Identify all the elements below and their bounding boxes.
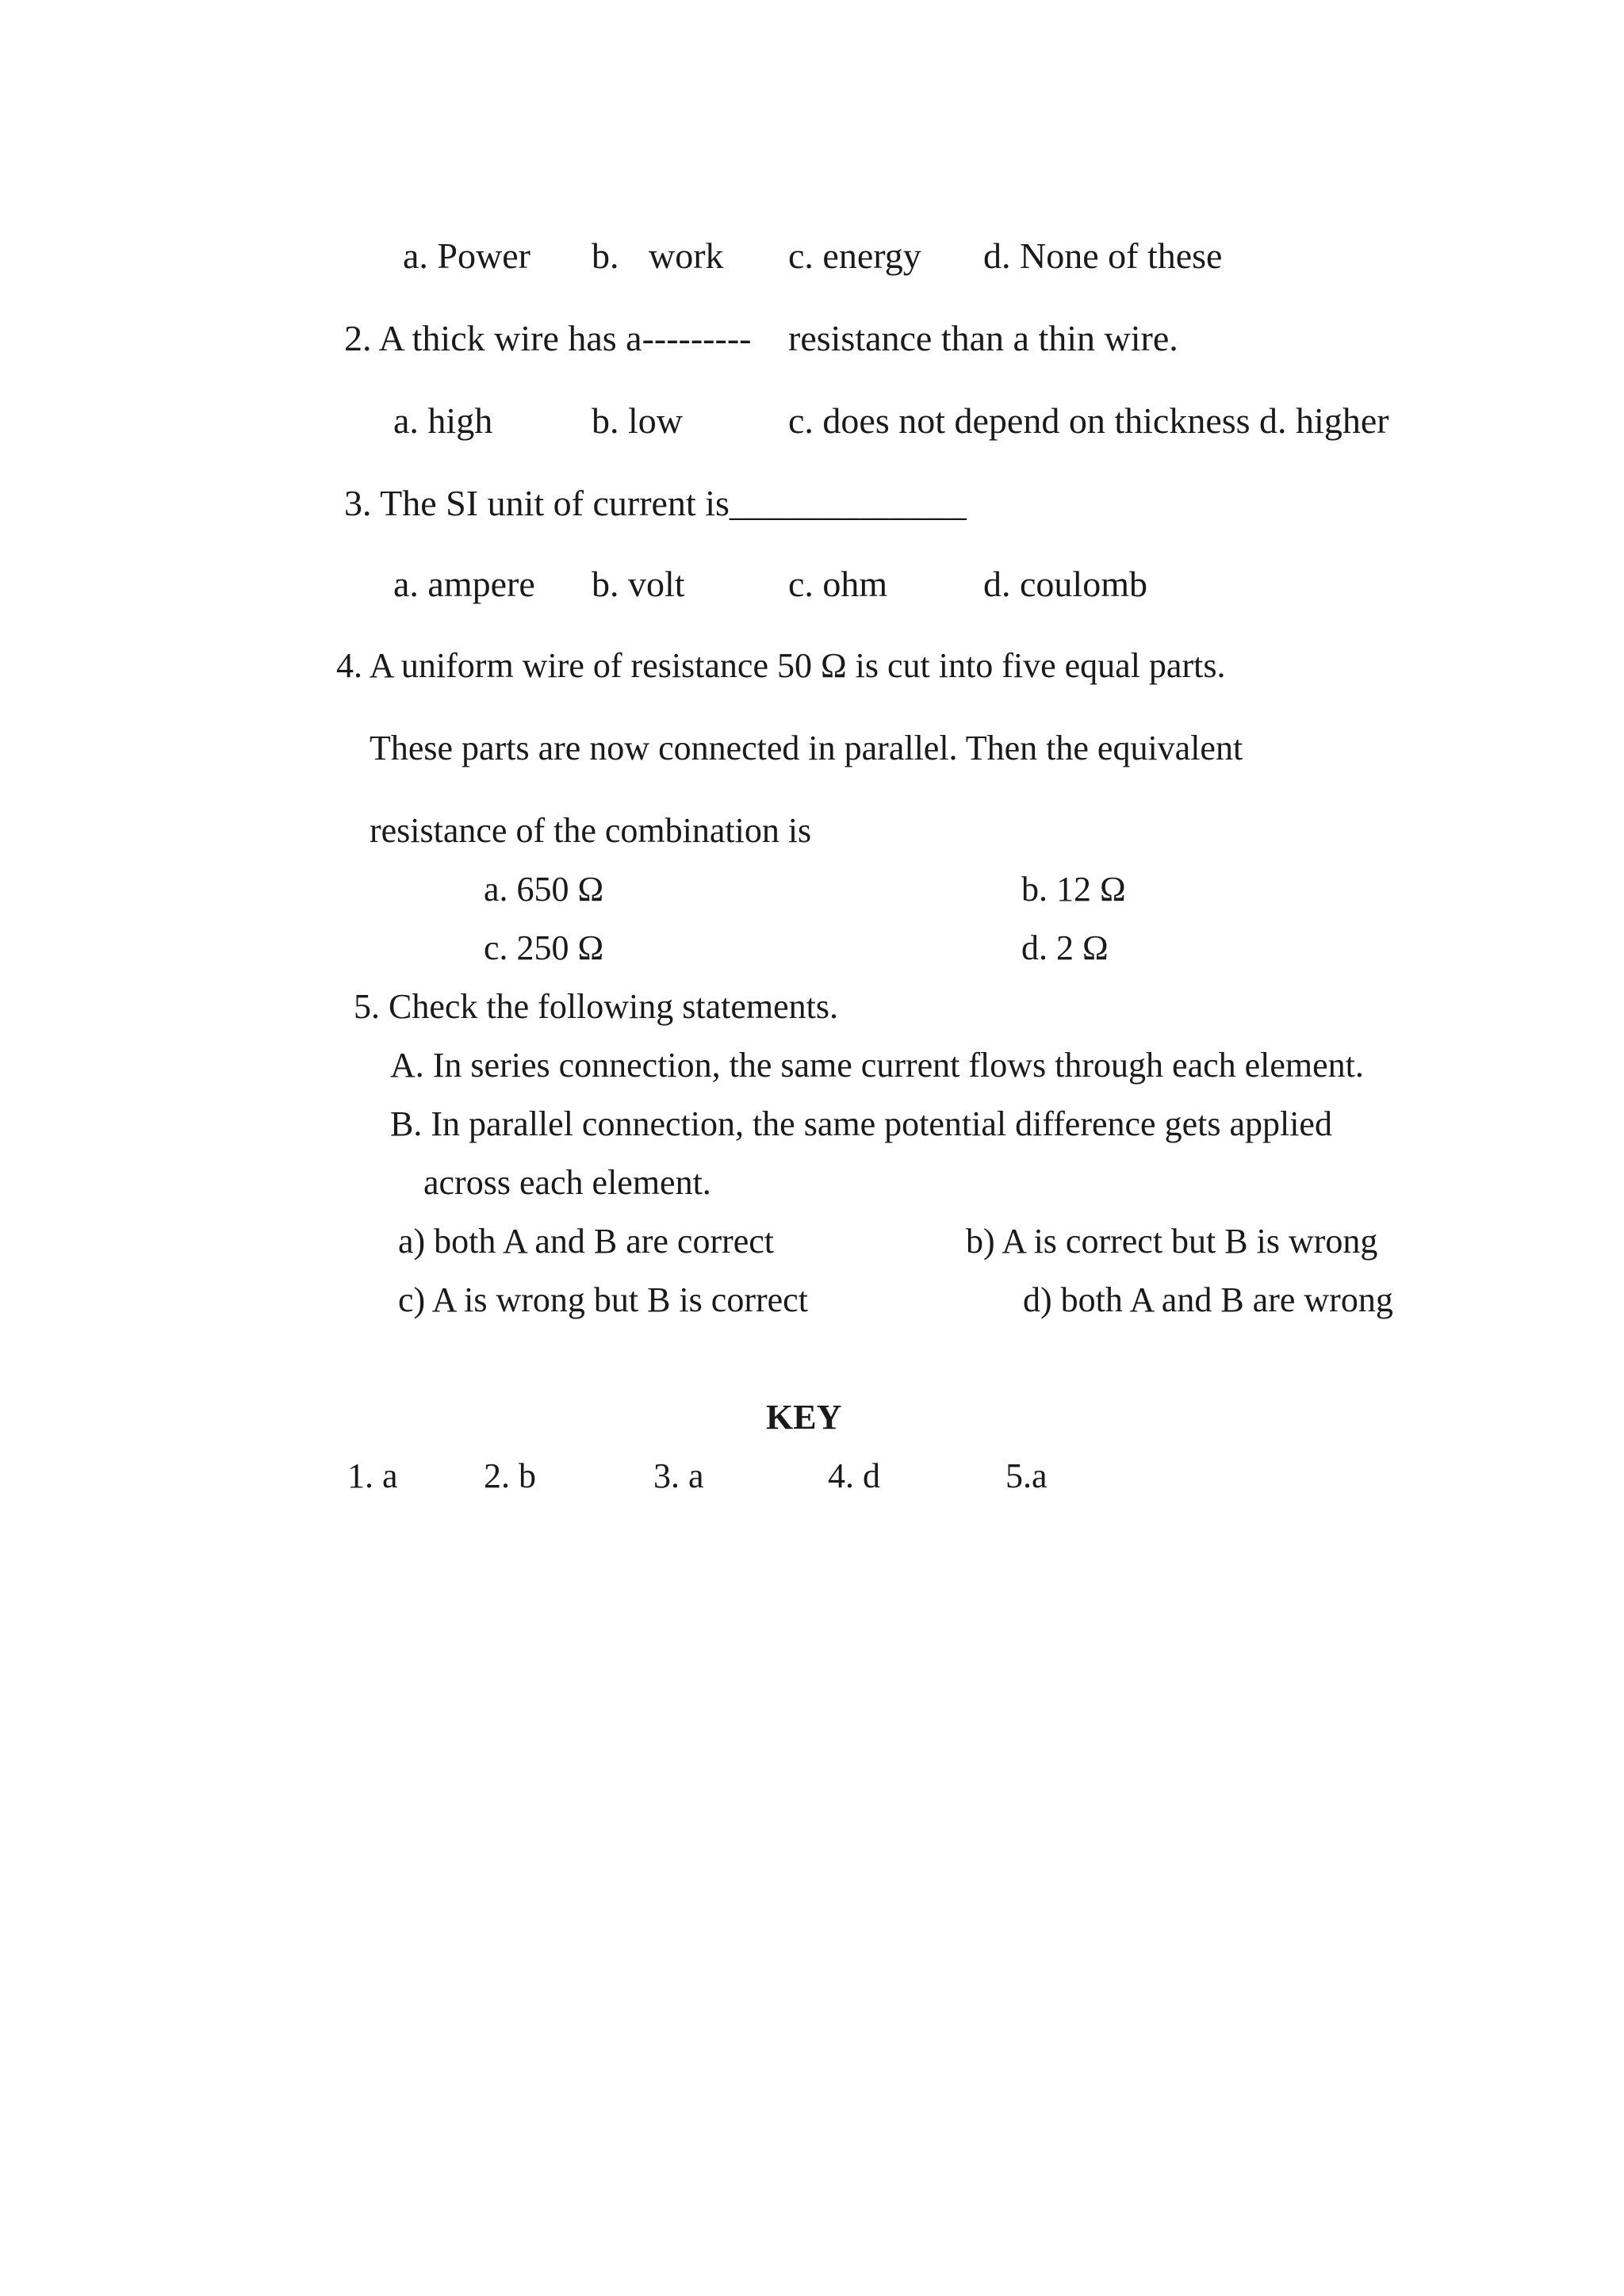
q2-question-part2: resistance than a thin wire. [788, 318, 1178, 358]
q5-option-c: c) A is wrong but B is correct [398, 1280, 808, 1319]
q2-option-b: b. low [592, 400, 683, 441]
q2-option-c-d: c. does not depend on thickness d. higher [788, 400, 1389, 441]
q3-option-b: b. volt [592, 564, 685, 604]
key-answer-1: 1. a [347, 1456, 398, 1495]
q4-option-c: c. 250 Ω [484, 928, 604, 967]
q2-option-a: a. high [393, 400, 493, 441]
key-title: KEY [766, 1398, 842, 1437]
q3-question: 3. The SI unit of current is_____________ [344, 483, 967, 523]
q1-option-c: c. energy [788, 235, 921, 276]
q5-statement-a: A. In series connection, the same current flows through each element. [390, 1046, 1364, 1085]
q3-option-a: a. ampere [393, 564, 535, 604]
q3-option-c: c. ohm [788, 564, 888, 604]
q4-option-b: b. 12 Ω [1021, 870, 1126, 909]
q5-statement-b-line1: B. In parallel connection, the same potential difference gets applied [390, 1104, 1332, 1143]
q5-statement-b-line2: across each element. [423, 1163, 711, 1202]
key-answer-3: 3. a [653, 1456, 704, 1495]
key-answer-4: 4. d [828, 1456, 880, 1495]
q1-option-b-label: b. [592, 235, 619, 276]
key-answer-5: 5.a [1005, 1456, 1048, 1495]
q4-question-line2: These parts are now connected in parallel. Then the equivalent [370, 729, 1243, 767]
key-answer-2: 2. b [484, 1456, 536, 1495]
q4-option-d: d. 2 Ω [1021, 928, 1109, 967]
q5-option-d: d) both A and B are wrong [1023, 1280, 1393, 1319]
q4-option-a: a. 650 Ω [484, 870, 604, 909]
q1-option-a: a. Power [403, 235, 530, 276]
q5-question: 5. Check the following statements. [354, 987, 838, 1026]
q4-question-line1: 4. A uniform wire of resistance 50 Ω is cut into five equal parts. [336, 646, 1226, 685]
q2-question-part1: 2. A thick wire has a--------- [344, 318, 752, 358]
q1-option-d: d. None of these [983, 235, 1223, 276]
q4-question-line3: resistance of the combination is [370, 811, 812, 850]
q5-option-b: b) A is correct but B is wrong [966, 1222, 1378, 1261]
q1-option-b-text: work [649, 235, 724, 276]
q3-option-d: d. coulomb [983, 564, 1147, 604]
q5-option-a: a) both A and B are correct [398, 1222, 775, 1261]
